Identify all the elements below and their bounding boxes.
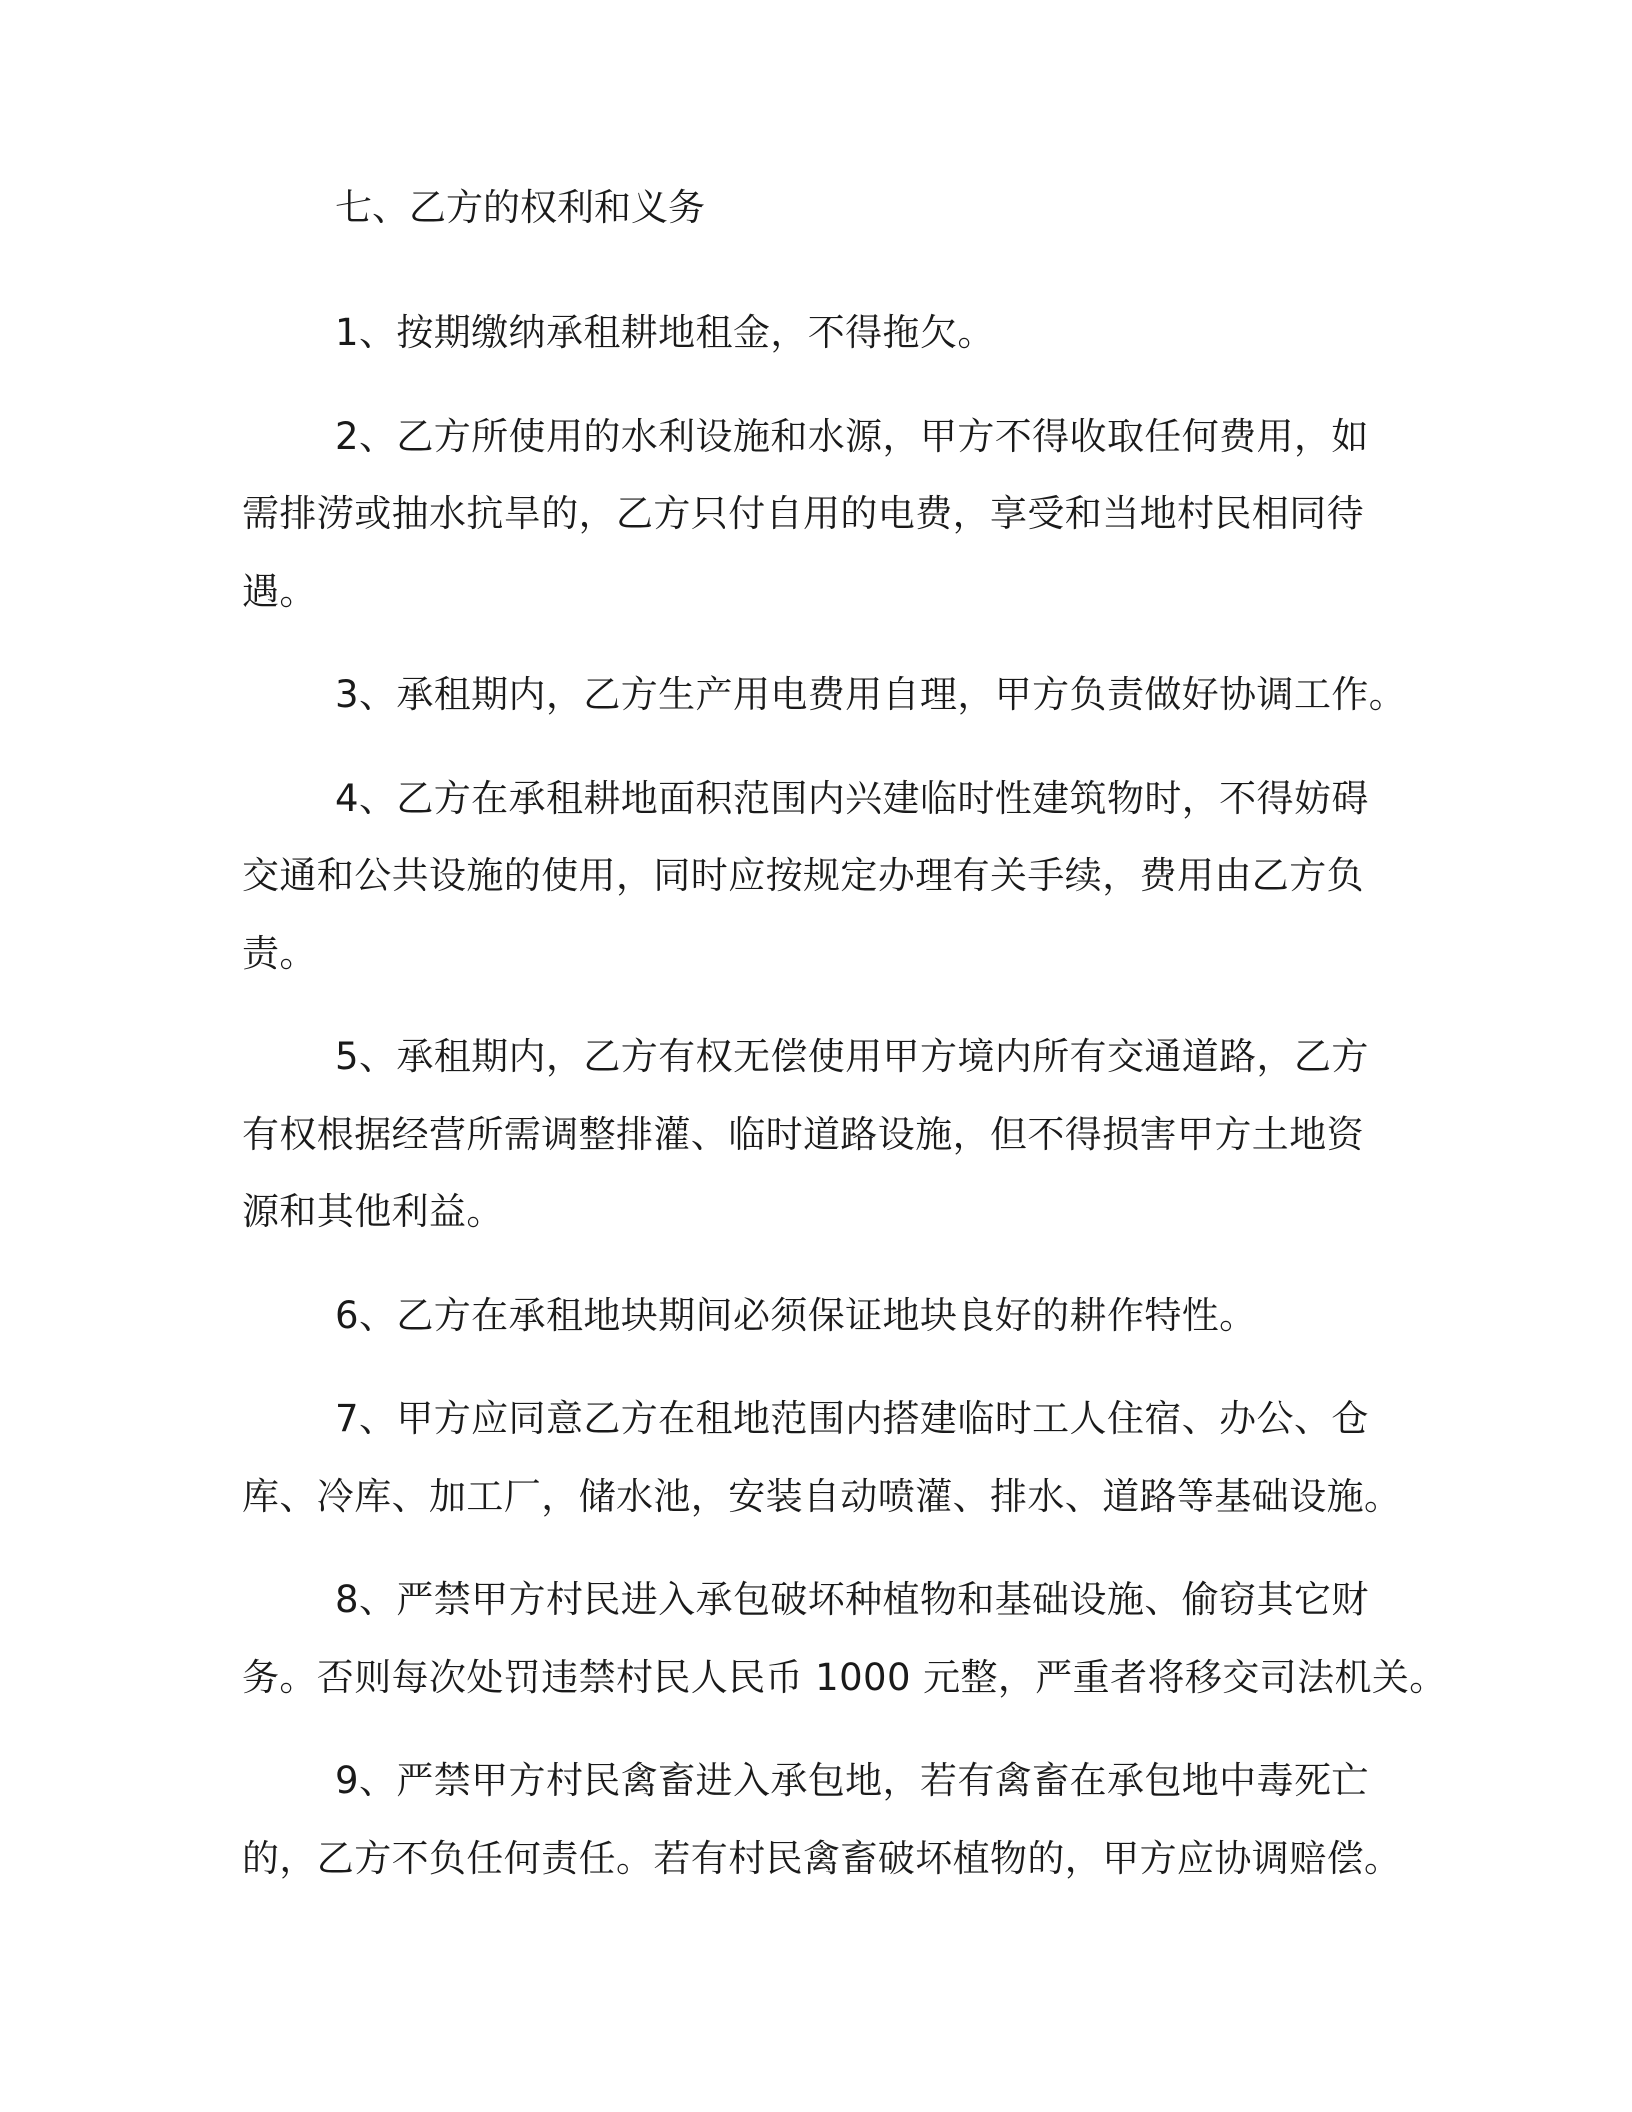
clause-line: 责。 — [242, 931, 317, 975]
clause-line: 7、甲方应同意乙方在租地范围内搭建临时工人住宿、办公、仓 — [335, 1397, 1369, 1440]
clause-9 — [242, 1742, 1402, 1897]
clause-line: 8、严禁甲方村民进入承包破坏种植物和基础设施、偷窃其它财 — [335, 1578, 1369, 1621]
clause-1 — [242, 294, 1392, 372]
clause-line: 的，乙方不负任何责任。若有村民禽畜破坏植物的，甲方应协调赔偿。 — [242, 1836, 1402, 1880]
clause-line: 5、承租期内，乙方有权无偿使用甲方境内所有交通道路，乙方 — [335, 1035, 1369, 1078]
clause-line: 务。否则每次处罚违禁村民人民币 1000 元整，严重者将移交司法机关。 — [242, 1655, 1447, 1699]
clause-line: 需排涝或抽水抗旱的，乙方只付自用的电费，享受和当地村民相同待 — [242, 492, 1364, 535]
clause-5 — [242, 1018, 1392, 1251]
clause-line: 9、严禁甲方村民禽畜进入承包地，若有禽畜在承包地中毒死亡 — [335, 1759, 1369, 1802]
clause-6 — [242, 1277, 1392, 1355]
clause-line: 遇。 — [242, 569, 317, 613]
clause-4 — [242, 760, 1392, 993]
clause-line: 1、按期缴纳承租耕地租金，不得拖欠。 — [335, 311, 995, 354]
clause-3 — [242, 656, 1407, 734]
section-title: 七、乙方的权利和义务 — [335, 186, 705, 229]
clause-line: 4、乙方在承租耕地面积范围内兴建临时性建筑物时，不得妨碍 — [335, 776, 1369, 820]
document-body — [242, 186, 1447, 1923]
clause-line: 库、冷库、加工厂，储水池，安装自动喷灌、排水、道路等基础设施。 — [242, 1474, 1402, 1518]
clause-line: 交通和公共设施的使用，同时应按规定办理有关手续，费用由乙方负 — [242, 854, 1364, 897]
clause-8 — [242, 1561, 1447, 1716]
clause-2 — [242, 398, 1392, 631]
clause-line: 2、乙方所使用的水利设施和水源，甲方不得收取任何费用，如 — [335, 414, 1369, 458]
clause-line: 3、承租期内，乙方生产用电费用自理，甲方负责做好协调工作。 — [335, 673, 1407, 716]
clause-7 — [242, 1380, 1402, 1535]
clause-line: 有权根据经营所需调整排灌、临时道路设施，但不得损害甲方土地资 — [242, 1112, 1364, 1156]
clause-line: 源和其他利益。 — [242, 1190, 504, 1233]
clause-line: 6、乙方在承租地块期间必须保证地块良好的耕作特性。 — [335, 1293, 1257, 1337]
